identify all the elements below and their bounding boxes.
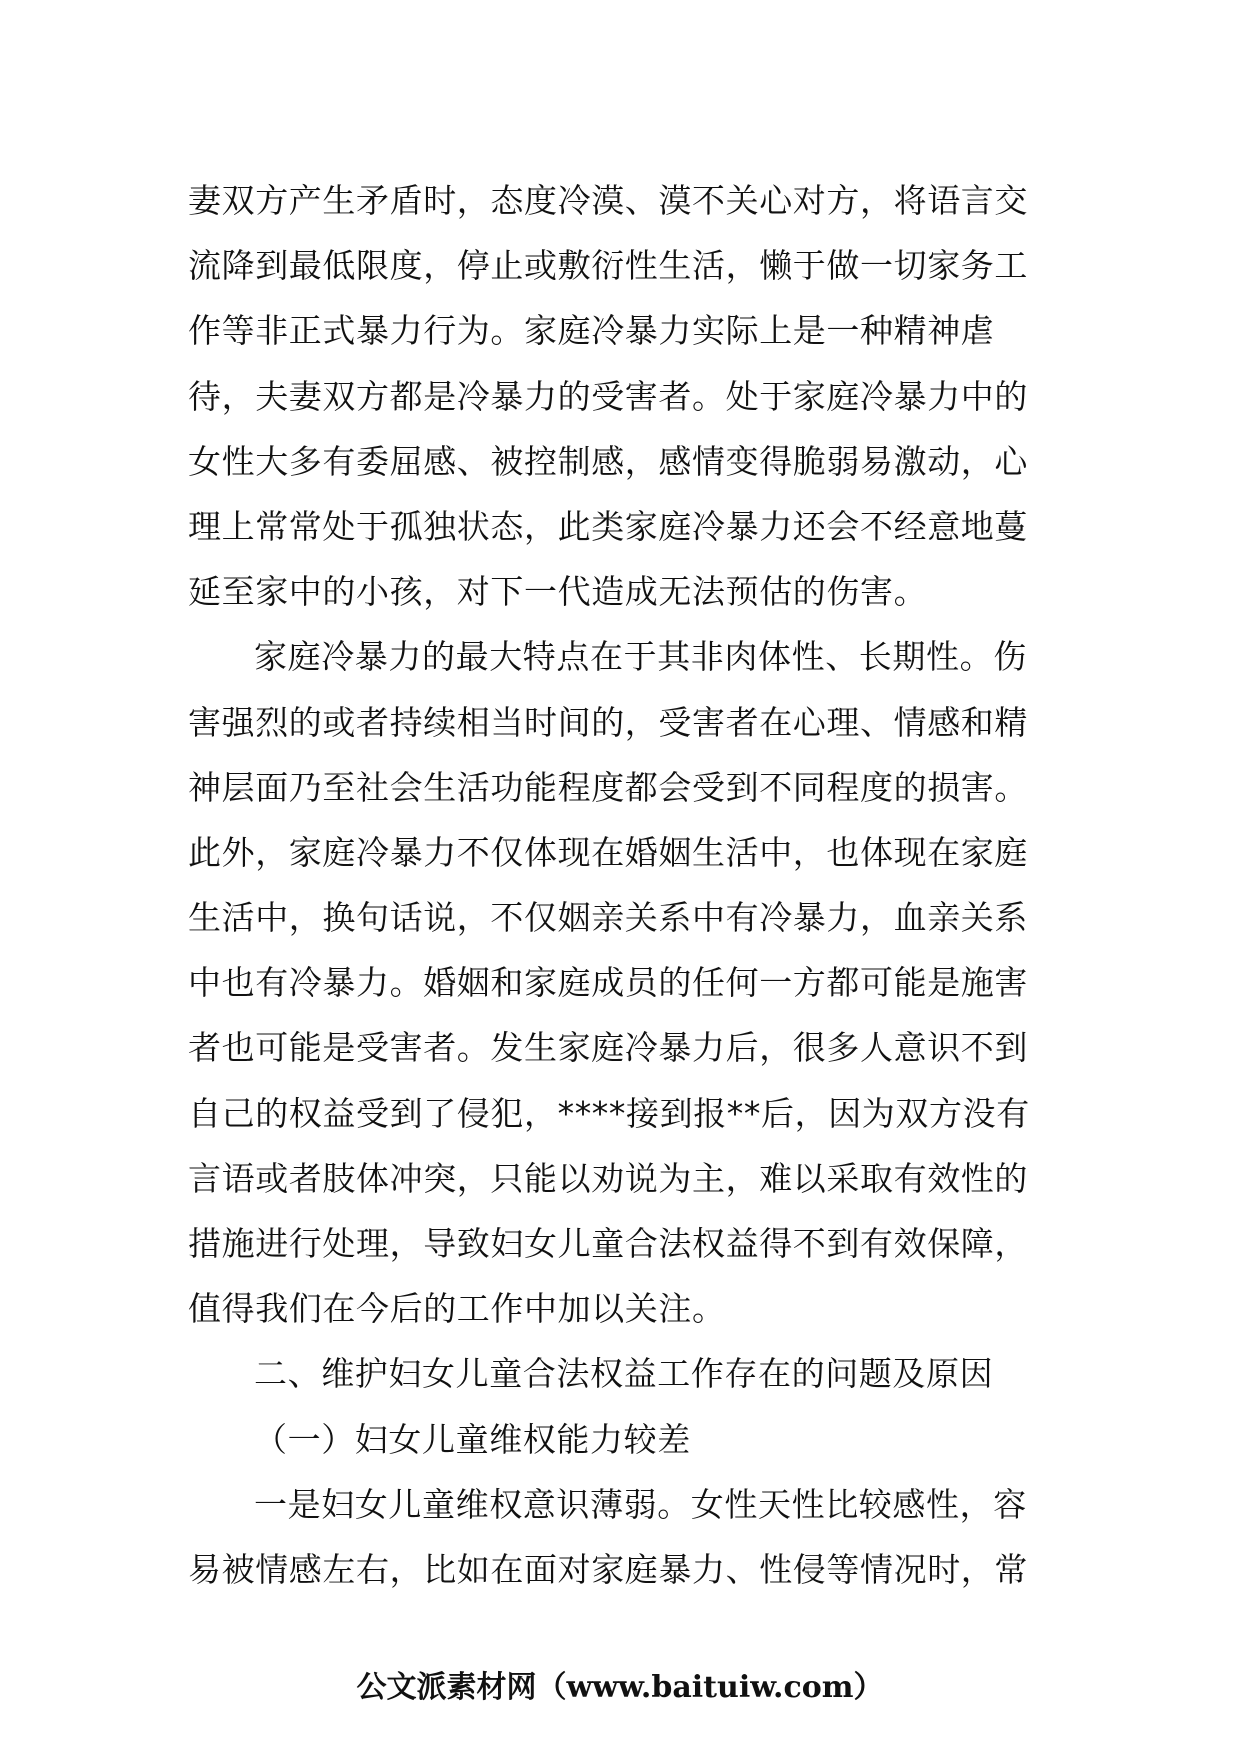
text-line: 流降到最低限度，停止或敷衍性生活，懒于做一切家务工	[188, 246, 1028, 286]
text-line: 妻双方产生矛盾时，态度冷漠、漠不关心对方，将语言交	[188, 181, 1028, 220]
text-line: 此外，家庭冷暴力不仅体现在婚姻生活中，也体现在家庭	[188, 832, 1028, 872]
text-line: 待，夫妻双方都是冷暴力的受害者。处于家庭冷暴力中的	[188, 376, 1028, 416]
document-body	[188, 168, 1058, 1602]
text-line: 自己的权益受到了侵犯，****接到报**后，因为双方没有	[188, 1093, 1030, 1133]
text-line: 易被情感左右，比如在面对家庭暴力、性侵等情况时，常	[188, 1549, 1028, 1589]
text-line: 理上常常处于孤独状态，此类家庭冷暴力还会不经意地蔓	[188, 506, 1028, 546]
text-line: 害强烈的或者持续相当时间的，受害者在心理、情感和精	[188, 702, 1028, 742]
text-line: 神层面乃至社会生活功能程度都会受到不同程度的损害。	[188, 767, 1028, 807]
footer-watermark: 公文派素材网（www.baituiw.com）	[356, 1670, 884, 1705]
text-line: 者也可能是受害者。发生家庭冷暴力后，很多人意识不到	[188, 1028, 1028, 1068]
text-line: 中也有冷暴力。婚姻和家庭成员的任何一方都可能是施害	[188, 963, 1028, 1003]
text-line: 生活中，换句话说，不仅姻亲关系中有冷暴力，血亲关系	[188, 898, 1028, 938]
section-heading: 二、维护妇女儿童合法权益工作存在的问题及原因	[254, 1354, 994, 1394]
text-line: 延至家中的小孩，对下一代造成无法预估的伤害。	[188, 572, 928, 612]
text-line: 作等非正式暴力行为。家庭冷暴力实际上是一种精神虐	[188, 311, 995, 351]
paragraph-first-line: 一是妇女儿童维权意识薄弱。女性天性比较感性，容	[254, 1484, 1027, 1524]
subsection-heading: （一）妇女儿童维权能力较差	[254, 1419, 691, 1459]
text-line: 女性大多有委屈感、被控制感，感情变得脆弱易激动，心	[188, 441, 1028, 481]
paragraph-first-line: 家庭冷暴力的最大特点在于其非肉体性、长期性。伤	[254, 637, 1027, 677]
text-line: 措施进行处理，导致妇女儿童合法权益得不到有效保障，	[188, 1224, 1028, 1263]
text-line: 言语或者肢体冲突，只能以劝说为主，难以采取有效性的	[188, 1158, 1028, 1198]
text-line: 值得我们在今后的工作中加以关注。	[188, 1289, 726, 1329]
